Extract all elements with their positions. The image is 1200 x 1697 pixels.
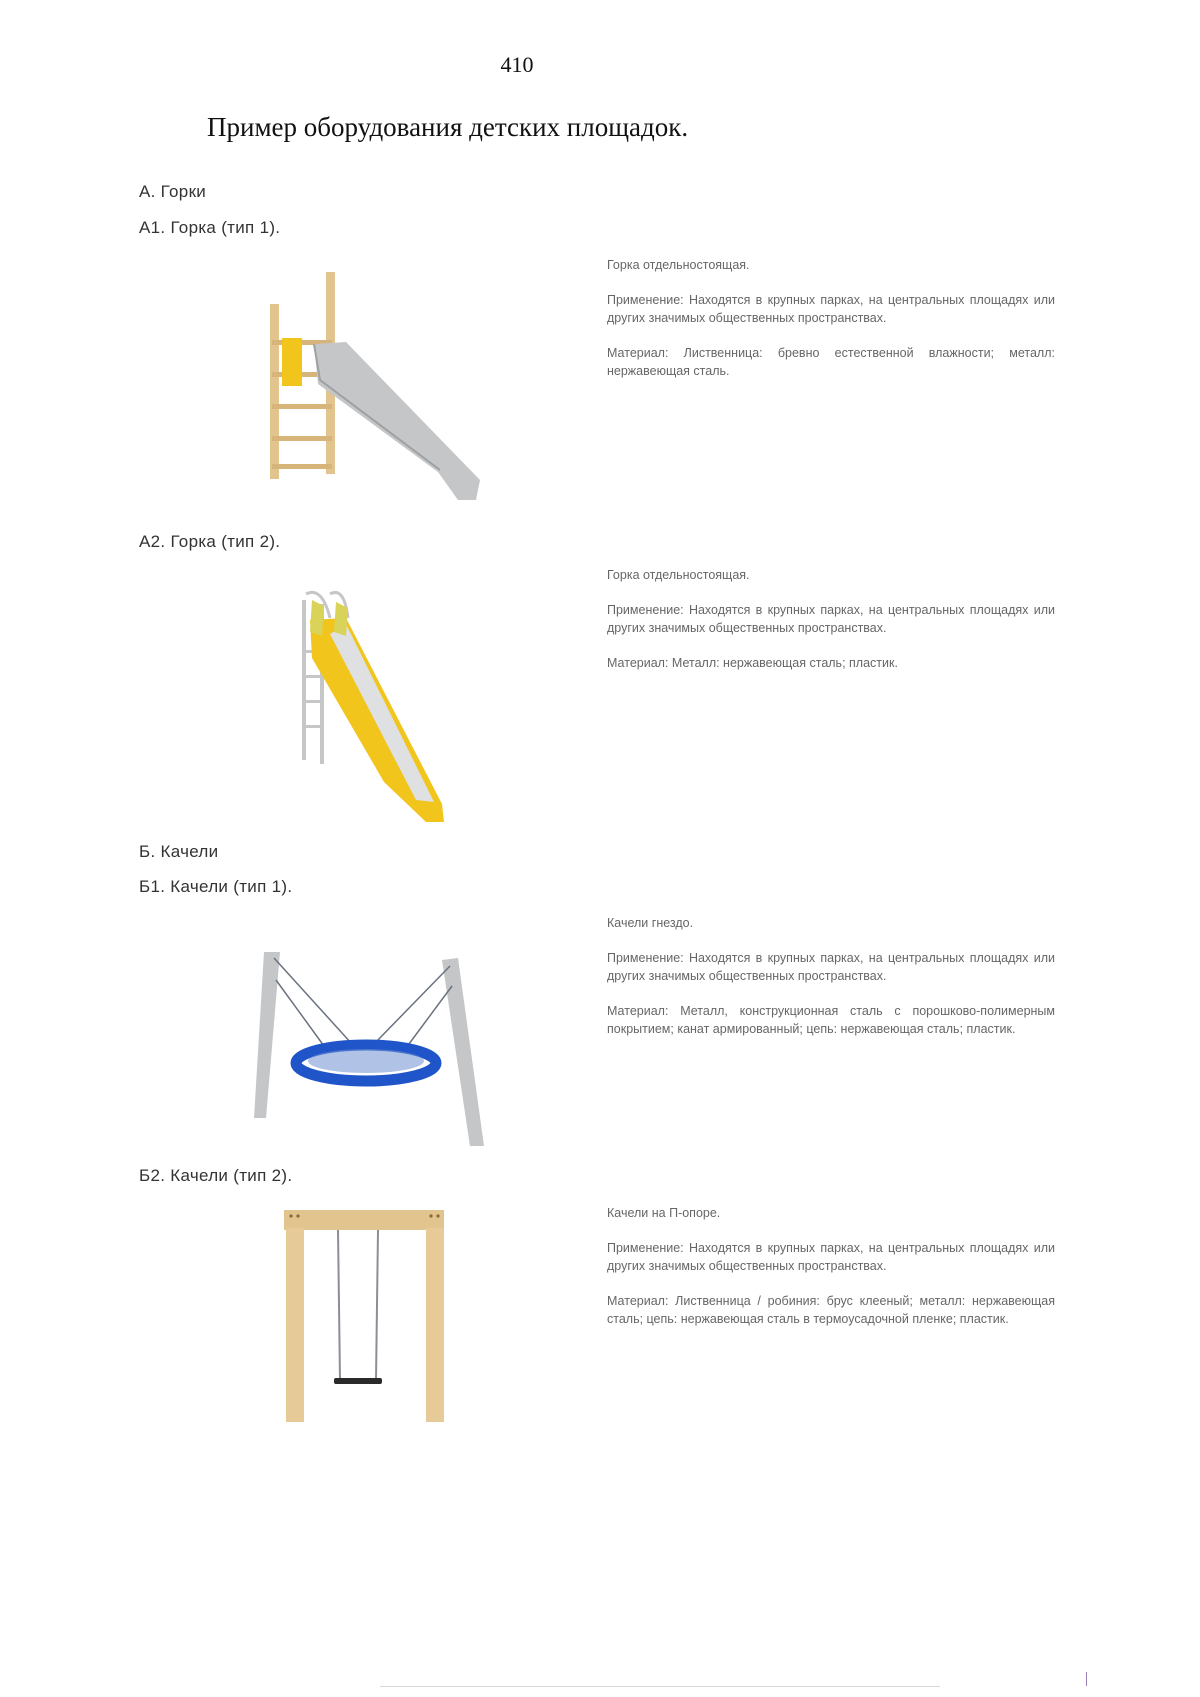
item-application: Применение: Находятся в крупных парках, на центральных площадях или других значимых общественных пространствах. (607, 951, 1055, 983)
item-name: Горка отдельностоящая. (607, 258, 750, 272)
item-application: Применение: Находятся в крупных парках, на центральных площадях или других значимых общественных пространствах. (607, 603, 1055, 635)
item-material: Материал: Лиственница: бревно естественной влажности; металл: нержавеющая сталь. (607, 346, 1055, 378)
item-heading-swing-type2: Б2. Качели (тип 2). (139, 1166, 293, 1185)
page-title: Пример оборудования детских площадок. (207, 112, 689, 142)
yellow-slide-icon (294, 590, 470, 826)
description-slide-type1 (607, 256, 1055, 397)
page-edge-mark (1086, 1672, 1087, 1686)
description-swing-type1 (607, 914, 1055, 1055)
item-material: Материал: Металл, конструкционная сталь с порошково-полимерным покрытием; канат армированный; цепь: нержавеющая сталь; пластик. (607, 1004, 1055, 1036)
item-name: Качели гнездо. (607, 916, 694, 930)
item-heading-slide-type1: А1. Горка (тип 1). (139, 218, 281, 237)
item-name: Горка отдельностоящая. (607, 568, 750, 582)
nest-swing-icon (248, 950, 488, 1150)
description-swing-type2 (607, 1204, 1055, 1345)
item-application: Применение: Находятся в крупных парках, на центральных площадях или других значимых общественных пространствах. (607, 1241, 1055, 1273)
scan-artifact-line (380, 1686, 940, 1687)
item-name: Качели на П-опоре. (607, 1206, 721, 1220)
item-material: Материал: Лиственница / робиния: брус клееный; металл: нержавеющая сталь; цепь: нержавеющая сталь в термоусадочной пленке; пластик. (607, 1294, 1055, 1326)
section-heading-slides: А. Горки (139, 182, 207, 201)
item-heading-swing-type1: Б1. Качели (тип 1). (139, 877, 293, 896)
page-number: 410 (500, 52, 534, 77)
section-heading-swings: Б. Качели (139, 842, 219, 861)
wooden-slide-icon (262, 268, 494, 508)
description-slide-type2 (607, 566, 1055, 689)
item-application: Применение: Находятся в крупных парках, на центральных площадях или других значимых общественных пространствах. (607, 293, 1055, 325)
frame-swing-icon (280, 1208, 448, 1424)
item-heading-slide-type2: А2. Горка (тип 2). (139, 532, 281, 551)
item-material: Материал: Металл: нержавеющая сталь; пластик. (607, 656, 898, 670)
